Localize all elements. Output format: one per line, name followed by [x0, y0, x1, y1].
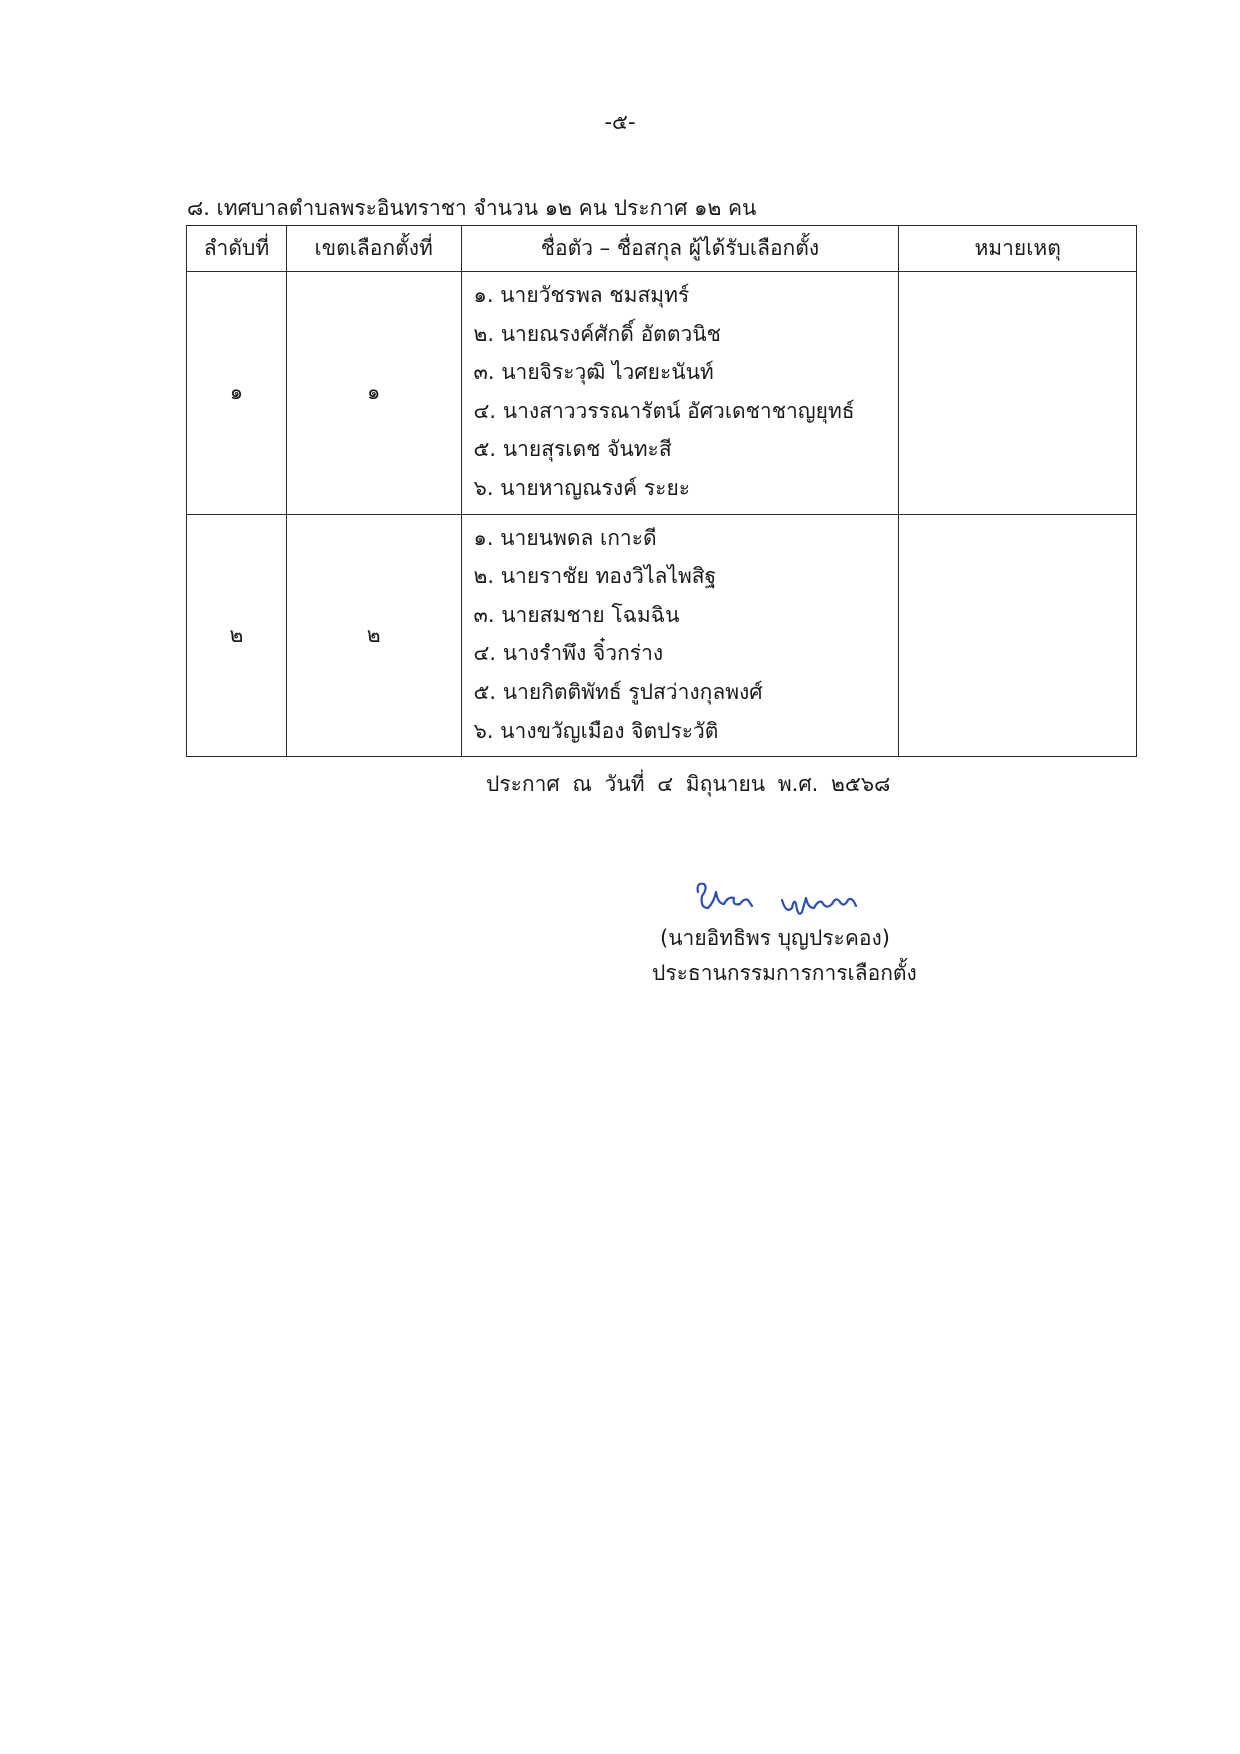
elected-name: ๓. นายจิระวุฒิ ไวศยะนันท์ — [473, 360, 714, 385]
section-heading: ๘. เทศบาลตำบลพระอินทราชา จำนวน ๑๒ คน ประกาศ ๑๒ คน — [187, 196, 757, 220]
elected-name: ๕. นายกิตติพัทธ์ รูปสว่างกุลพงศ์ — [473, 679, 763, 704]
elected-members-table — [186, 225, 1137, 757]
header-order: ลำดับที่ — [187, 226, 287, 272]
row-names — [461, 514, 899, 757]
signer-name: (นายอิทธิพร บุญประคอง) — [660, 926, 890, 950]
header-elected-names: ชื่อตัว – ชื่อสกุล ผู้ได้รับเลือกตั้ง — [461, 226, 899, 272]
signer-title: ประธานกรรมการการเลือกตั้ง — [652, 961, 917, 985]
elected-name: ๑. นายวัชรพล ชมสมุทร์ — [473, 283, 690, 307]
row-district: ๑ — [286, 272, 461, 515]
announcement-date: ประกาศ ณ วันที่ ๔ มิถุนายน พ.ศ. ๒๕๖๘ — [486, 772, 891, 796]
elected-name: ๑. นายนพดล เกาะดี — [473, 525, 657, 550]
elected-name: ๒. นายราชัย ทองวิไลไพสิฐ — [473, 564, 717, 589]
row-district: ๒ — [286, 514, 461, 757]
elected-name: ๖. นางขวัญเมือง จิตประวัติ — [473, 718, 719, 743]
table-header-row — [187, 226, 1137, 272]
elected-name: ๔. นางรำพึง จิ๋วกร่าง — [473, 641, 664, 666]
row-order: ๒ — [187, 514, 287, 757]
row-order: ๑ — [187, 272, 287, 515]
table-row — [187, 514, 1137, 757]
header-remark: หมายเหตุ — [899, 226, 1137, 272]
row-remark — [899, 272, 1137, 515]
elected-name: ๕. นายสุรเดช จันทะสี — [473, 437, 672, 462]
header-district: เขตเลือกตั้งที่ — [286, 226, 461, 272]
page-number: -๕- — [604, 110, 636, 134]
elected-name: ๒. นายณรงค์ศักดิ์ อัตตวนิช — [473, 321, 721, 346]
row-remark — [899, 514, 1137, 757]
elected-name: ๔. นางสาววรรณารัตน์ อัศวเดชาชาญยุทธ์ — [473, 398, 855, 423]
handwritten-signature — [690, 878, 870, 924]
table-row — [187, 272, 1137, 515]
elected-name: ๖. นายหาญณรงค์ ระยะ — [473, 475, 691, 500]
elected-name: ๓. นายสมชาย โฉมฉิน — [473, 602, 680, 627]
row-names — [461, 272, 899, 515]
